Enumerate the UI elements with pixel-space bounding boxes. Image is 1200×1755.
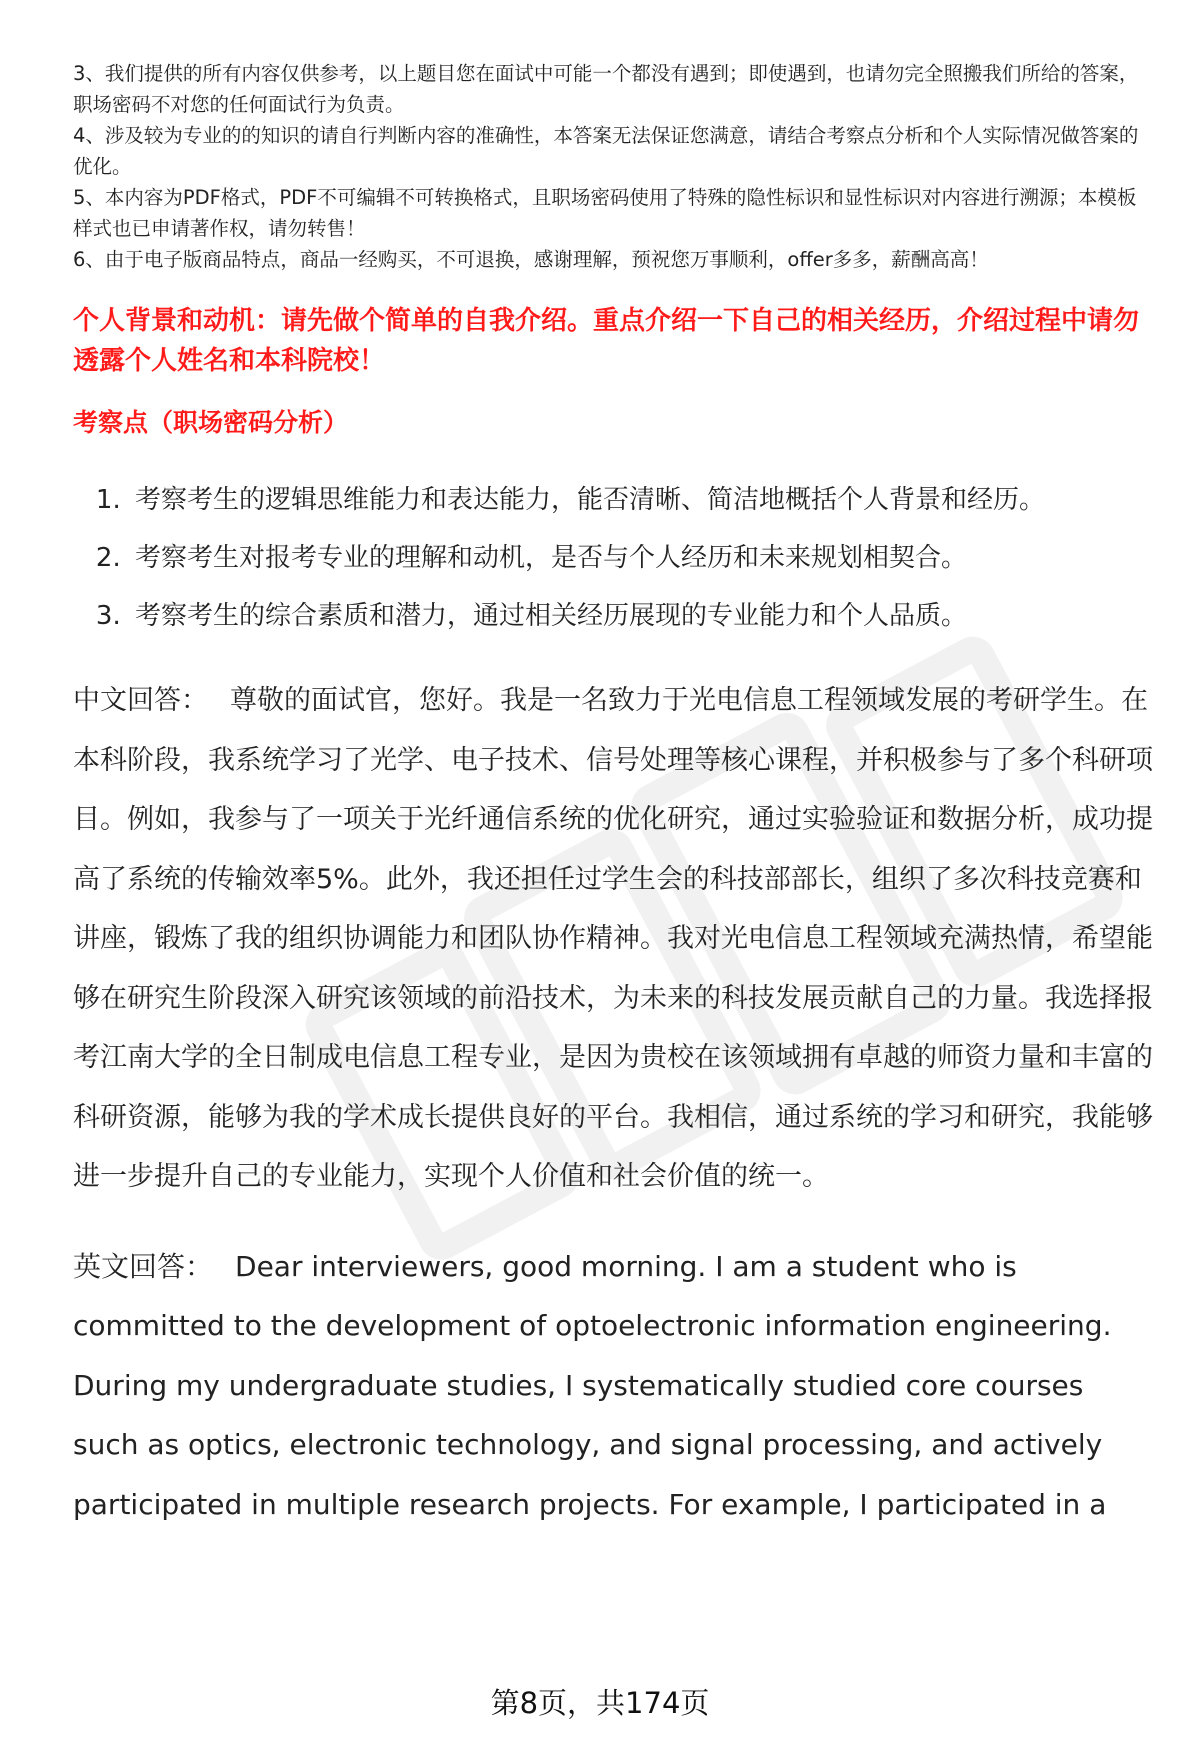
notice-item-5: 5、本内容为PDF格式，PDF不可编辑不可转换格式，且职场密码使用了特殊的隐性标识和显性标识对内容进行溯源；本模板样式也已申请著作权，请勿转售！	[73, 186, 1137, 240]
notice-item-6: 6、由于电子版商品特点，商品一经购买，不可退换，感谢理解，预祝您万事顺利，offer多多，薪酬高高！	[73, 248, 989, 271]
notice-item-3: 3、我们提供的所有内容仅供参考，以上题目您在面试中可能一个都没有遇到；即使遇到，也请勿完全照搬我们所给的答案，职场密码不对您的任何面试行为负责。	[73, 62, 1139, 116]
notice-list	[73, 58, 1153, 275]
notice-item-4: 4、涉及较为专业的的知识的请自行判断内容的准确性，本答案无法保证您满意，请结合考察点分析和个人实际情况做答案的优化。	[73, 124, 1139, 178]
analysis-point: 1. 考察考生的逻辑思维能力和表达能力，能否清晰、简洁地概括个人背景和经历。	[129, 471, 1153, 529]
analysis-point: 3. 考察考生的综合素质和潜力，通过相关经历展现的专业能力和个人品质。	[129, 587, 1153, 645]
answer-chinese	[73, 671, 1153, 1207]
answer-english	[73, 1237, 1153, 1535]
document-page	[73, 58, 1153, 1534]
analysis-heading: 考察点（职场密码分析）	[73, 408, 349, 437]
analysis-point: 2. 考察考生对报考专业的理解和动机，是否与个人经历和未来规划相契合。	[129, 529, 1153, 587]
answer-chinese-label: 中文回答：	[73, 685, 208, 716]
interview-question: 个人背景和动机：请先做个简单的自我介绍。重点介绍一下自己的相关经历，介绍过程中请勿透露个人姓名和本科院校！	[73, 306, 1140, 376]
analysis-points	[73, 471, 1153, 645]
answer-english-label: 英文回答：	[73, 1249, 214, 1283]
answer-english-text: Dear interviewers, good morning. I am a student who is committed to the development of optoelectronic information engineering. During my undergraduate studies, I systematically studied core courses such as optics, electronic technology, and signal processing, and actively participated in multiple research projects. For example, I participated in a	[73, 1249, 1112, 1521]
page-number: 第8页，共174页	[490, 1686, 710, 1720]
answer-chinese-text: 尊敬的面试官，您好。我是一名致力于光电信息工程领域发展的考研学生。在本科阶段，我系统学习了光学、电子技术、信号处理等核心课程，并积极参与了多个科研项目。例如，我参与了一项关于光纤通信系统的优化研究，通过实验验证和数据分析，成功提高了系统的传输效率5%。此外，我还担任过学生会的科技部部长，组织了多次科技竞赛和讲座，锻炼了我的组织协调能力和团队协作精神。我对光电信息工程领域充满热情，希望能够在研究生阶段深入研究该领域的前沿技术，为未来的科技发展贡献自己的力量。我选择报考江南大学的全日制成电信息工程专业，是因为贵校在该领域拥有卓越的师资力量和丰富的科研资源，能够为我的学术成长提供良好的平台。我相信，通过系统的学习和研究，我能够进一步提升自己的专业能力，实现个人价值和社会价值的统一。	[73, 685, 1153, 1192]
